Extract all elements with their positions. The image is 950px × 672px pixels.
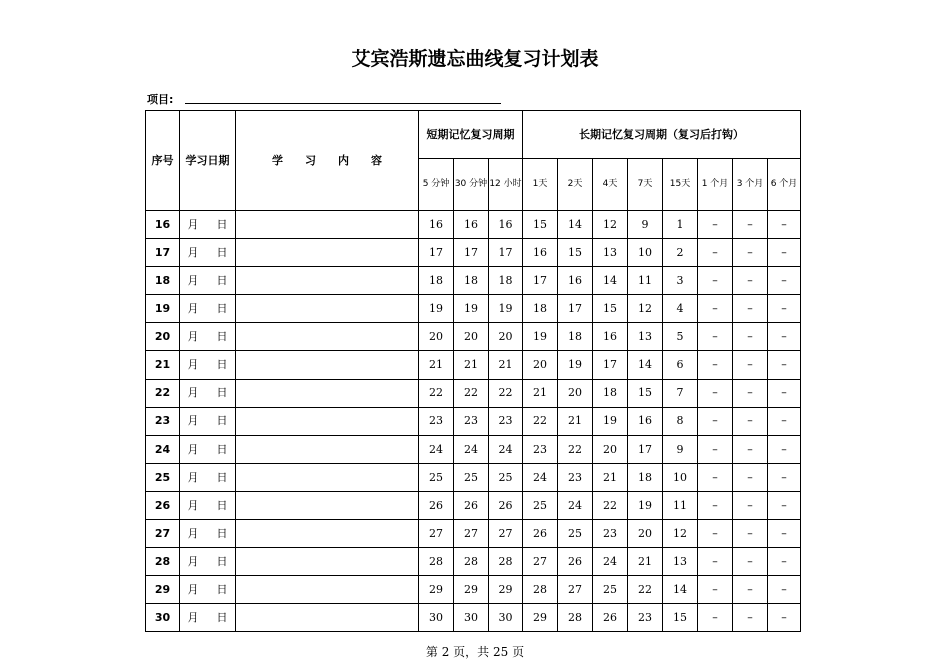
- review-cell-s3[interactable]: 26: [489, 491, 523, 519]
- review-cell-d7[interactable]: 15: [628, 379, 663, 407]
- review-cell-d2[interactable]: 23: [558, 463, 593, 491]
- review-cell-d4[interactable]: 19: [593, 407, 628, 435]
- review-cell-d2[interactable]: 20: [558, 379, 593, 407]
- review-cell-d15[interactable]: 11: [663, 491, 698, 519]
- review-cell-d4[interactable]: 26: [593, 604, 628, 632]
- review-cell-d4[interactable]: 23: [593, 520, 628, 548]
- table-row: [146, 351, 801, 379]
- review-cell-d2[interactable]: 25: [558, 520, 593, 548]
- review-cell-m3[interactable]: –: [733, 379, 768, 407]
- row-seq: 24: [146, 435, 180, 463]
- review-cell-m1[interactable]: –: [698, 379, 733, 407]
- review-cell-d2[interactable]: 18: [558, 323, 593, 351]
- date-day-label: 日: [216, 470, 228, 484]
- review-cell-s2[interactable]: 24: [454, 435, 489, 463]
- row-content-cell[interactable]: [236, 576, 419, 604]
- review-cell-m3[interactable]: –: [733, 267, 768, 295]
- header-long-col: 1 个月: [698, 159, 733, 211]
- row-seq: 27: [146, 520, 180, 548]
- review-cell-d7[interactable]: 22: [628, 576, 663, 604]
- table-row: [146, 576, 801, 604]
- review-cell-d1[interactable]: 25: [523, 491, 558, 519]
- review-cell-s1[interactable]: 16: [419, 211, 454, 239]
- date-month-label: 月: [187, 386, 199, 400]
- review-cell-d15[interactable]: 1: [663, 211, 698, 239]
- review-cell-m3[interactable]: –: [733, 211, 768, 239]
- row-content-cell[interactable]: [236, 491, 419, 519]
- review-cell-m6[interactable]: –: [768, 379, 801, 407]
- review-cell-d1[interactable]: 22: [523, 407, 558, 435]
- row-seq: 19: [146, 295, 180, 323]
- table-row: [146, 295, 801, 323]
- review-cell-d1[interactable]: 20: [523, 351, 558, 379]
- review-cell-s2[interactable]: 30: [454, 604, 489, 632]
- date-month-label: 月: [187, 526, 199, 540]
- review-cell-d15[interactable]: 9: [663, 435, 698, 463]
- review-cell-s1[interactable]: 28: [419, 548, 454, 576]
- row-study-date[interactable]: [180, 211, 236, 239]
- date-month-label: 月: [187, 273, 199, 287]
- date-month-label: 月: [187, 245, 199, 259]
- date-month-label: 月: [187, 358, 199, 372]
- table-row: [146, 491, 801, 519]
- row-study-date[interactable]: [180, 604, 236, 632]
- review-cell-d7[interactable]: 9: [628, 211, 663, 239]
- review-cell-s3[interactable]: 17: [489, 239, 523, 267]
- review-cell-s3[interactable]: 22: [489, 379, 523, 407]
- date-month-label: 月: [187, 414, 199, 428]
- review-cell-d2[interactable]: 21: [558, 407, 593, 435]
- review-cell-s2[interactable]: 18: [454, 267, 489, 295]
- review-cell-m1[interactable]: –: [698, 267, 733, 295]
- row-study-date[interactable]: [180, 576, 236, 604]
- date-month-label: 月: [187, 330, 199, 344]
- header-long-col: 7天: [628, 159, 663, 211]
- date-month-label: 月: [187, 554, 199, 568]
- review-cell-m6[interactable]: –: [768, 435, 801, 463]
- review-cell-d7[interactable]: 11: [628, 267, 663, 295]
- row-seq: 16: [146, 211, 180, 239]
- date-day-label: 日: [216, 611, 228, 625]
- review-cell-d2[interactable]: 26: [558, 548, 593, 576]
- review-cell-d15[interactable]: 2: [663, 239, 698, 267]
- review-cell-s2[interactable]: 19: [454, 295, 489, 323]
- row-study-date[interactable]: [180, 323, 236, 351]
- date-day-label: 日: [216, 273, 228, 287]
- row-study-date[interactable]: [180, 463, 236, 491]
- review-cell-s3[interactable]: 16: [489, 211, 523, 239]
- row-seq: 21: [146, 351, 180, 379]
- review-cell-d4[interactable]: 14: [593, 267, 628, 295]
- date-day-label: 日: [216, 414, 228, 428]
- row-content-cell[interactable]: [236, 351, 419, 379]
- date-month-label: 月: [187, 302, 199, 316]
- review-cell-d15[interactable]: 6: [663, 351, 698, 379]
- row-study-date[interactable]: [180, 295, 236, 323]
- review-plan-table: [145, 110, 801, 632]
- date-day-label: 日: [216, 554, 228, 568]
- review-cell-d1[interactable]: 21: [523, 379, 558, 407]
- review-cell-m1[interactable]: –: [698, 604, 733, 632]
- review-cell-m6[interactable]: –: [768, 267, 801, 295]
- review-cell-s2[interactable]: 29: [454, 576, 489, 604]
- page-title: 艾宾浩斯遗忘曲线复习计划表: [351, 48, 599, 70]
- header-long-col: 6 个月: [768, 159, 801, 211]
- review-cell-s1[interactable]: 18: [419, 267, 454, 295]
- review-cell-d4[interactable]: 16: [593, 323, 628, 351]
- review-cell-d4[interactable]: 12: [593, 211, 628, 239]
- row-study-date[interactable]: [180, 351, 236, 379]
- review-cell-s1[interactable]: 30: [419, 604, 454, 632]
- review-cell-m6[interactable]: –: [768, 351, 801, 379]
- review-cell-s1[interactable]: 17: [419, 239, 454, 267]
- row-content-cell[interactable]: [236, 267, 419, 295]
- date-day-label: 日: [216, 582, 228, 596]
- review-cell-d1[interactable]: 23: [523, 435, 558, 463]
- header-study-date: 学习日期: [180, 111, 236, 211]
- review-cell-s2[interactable]: 22: [454, 379, 489, 407]
- review-cell-m6[interactable]: –: [768, 239, 801, 267]
- review-cell-m6[interactable]: –: [768, 407, 801, 435]
- review-cell-s3[interactable]: 18: [489, 267, 523, 295]
- review-cell-d2[interactable]: 15: [558, 239, 593, 267]
- review-cell-s2[interactable]: 16: [454, 211, 489, 239]
- date-day-label: 日: [216, 302, 228, 316]
- review-cell-d7[interactable]: 23: [628, 604, 663, 632]
- review-cell-s1[interactable]: 22: [419, 379, 454, 407]
- review-cell-s3[interactable]: 20: [489, 323, 523, 351]
- review-cell-m1[interactable]: –: [698, 435, 733, 463]
- review-cell-d4[interactable]: 15: [593, 295, 628, 323]
- table-row: [146, 604, 801, 632]
- header-long-term: 长期记忆复习周期（复习后打钩）: [523, 111, 801, 159]
- review-cell-s3[interactable]: 28: [489, 548, 523, 576]
- date-month-label: 月: [187, 470, 199, 484]
- row-study-date[interactable]: [180, 379, 236, 407]
- header-long-col: 4天: [593, 159, 628, 211]
- review-cell-d15[interactable]: 5: [663, 323, 698, 351]
- review-cell-d4[interactable]: 17: [593, 351, 628, 379]
- review-cell-m3[interactable]: –: [733, 435, 768, 463]
- review-cell-m3[interactable]: –: [733, 295, 768, 323]
- row-content-cell[interactable]: [236, 604, 419, 632]
- date-month-label: 月: [187, 582, 199, 596]
- date-day-label: 日: [216, 217, 228, 231]
- review-cell-d7[interactable]: 13: [628, 323, 663, 351]
- review-cell-m3[interactable]: –: [733, 407, 768, 435]
- review-cell-s2[interactable]: 21: [454, 351, 489, 379]
- header-long-col: 3 个月: [733, 159, 768, 211]
- row-study-date[interactable]: [180, 548, 236, 576]
- review-cell-d7[interactable]: 18: [628, 463, 663, 491]
- review-cell-m1[interactable]: –: [698, 211, 733, 239]
- review-cell-d1[interactable]: 28: [523, 576, 558, 604]
- row-study-date[interactable]: [180, 267, 236, 295]
- review-cell-s3[interactable]: 27: [489, 520, 523, 548]
- row-seq: 25: [146, 463, 180, 491]
- review-cell-d4[interactable]: 13: [593, 239, 628, 267]
- review-cell-d4[interactable]: 18: [593, 379, 628, 407]
- review-cell-d2[interactable]: 14: [558, 211, 593, 239]
- row-content-cell[interactable]: [236, 379, 419, 407]
- table-row: [146, 407, 801, 435]
- review-cell-s2[interactable]: 25: [454, 463, 489, 491]
- table-row: [146, 211, 801, 239]
- row-content-cell[interactable]: [236, 407, 419, 435]
- row-seq: 26: [146, 491, 180, 519]
- date-day-label: 日: [216, 526, 228, 540]
- project-label: 项目:: [147, 93, 174, 106]
- review-cell-m1[interactable]: –: [698, 520, 733, 548]
- review-cell-m3[interactable]: –: [733, 463, 768, 491]
- date-month-label: 月: [187, 498, 199, 512]
- review-cell-d1[interactable]: 27: [523, 548, 558, 576]
- review-cell-d4[interactable]: 22: [593, 491, 628, 519]
- row-content-cell[interactable]: [236, 435, 419, 463]
- review-cell-m6[interactable]: –: [768, 463, 801, 491]
- review-cell-d2[interactable]: 27: [558, 576, 593, 604]
- date-day-label: 日: [216, 442, 228, 456]
- review-cell-m1[interactable]: –: [698, 548, 733, 576]
- date-month-label: 月: [187, 442, 199, 456]
- review-cell-d15[interactable]: 4: [663, 295, 698, 323]
- header-short-term: 短期记忆复习周期: [419, 111, 523, 159]
- review-cell-s1[interactable]: 19: [419, 295, 454, 323]
- review-cell-d2[interactable]: 28: [558, 604, 593, 632]
- review-cell-m6[interactable]: –: [768, 548, 801, 576]
- review-cell-s1[interactable]: 25: [419, 463, 454, 491]
- review-cell-s2[interactable]: 23: [454, 407, 489, 435]
- review-cell-d7[interactable]: 16: [628, 407, 663, 435]
- review-cell-m3[interactable]: –: [733, 520, 768, 548]
- review-cell-s2[interactable]: 27: [454, 520, 489, 548]
- row-seq: 17: [146, 239, 180, 267]
- review-cell-d4[interactable]: 21: [593, 463, 628, 491]
- row-seq: 20: [146, 323, 180, 351]
- review-cell-s3[interactable]: 19: [489, 295, 523, 323]
- row-study-date[interactable]: [180, 435, 236, 463]
- review-cell-m1[interactable]: –: [698, 407, 733, 435]
- review-cell-d4[interactable]: 25: [593, 576, 628, 604]
- review-cell-m3[interactable]: –: [733, 576, 768, 604]
- date-month-label: 月: [187, 611, 199, 625]
- review-cell-m1[interactable]: –: [698, 491, 733, 519]
- table-row: [146, 435, 801, 463]
- row-content-cell[interactable]: [236, 520, 419, 548]
- row-seq: 28: [146, 548, 180, 576]
- review-cell-d2[interactable]: 22: [558, 435, 593, 463]
- review-cell-s1[interactable]: 21: [419, 351, 454, 379]
- row-content-cell[interactable]: [236, 548, 419, 576]
- row-content-cell[interactable]: [236, 323, 419, 351]
- review-cell-m1[interactable]: –: [698, 576, 733, 604]
- review-cell-s3[interactable]: 24: [489, 435, 523, 463]
- header-long-col: 15天: [663, 159, 698, 211]
- row-content-cell[interactable]: [236, 211, 419, 239]
- review-cell-s1[interactable]: 24: [419, 435, 454, 463]
- review-cell-m3[interactable]: –: [733, 604, 768, 632]
- table-row: [146, 463, 801, 491]
- row-seq: 23: [146, 407, 180, 435]
- row-seq: 22: [146, 379, 180, 407]
- review-cell-m1[interactable]: –: [698, 463, 733, 491]
- review-cell-s1[interactable]: 23: [419, 407, 454, 435]
- table-row: [146, 239, 801, 267]
- date-day-label: 日: [216, 358, 228, 372]
- review-cell-d1[interactable]: 24: [523, 463, 558, 491]
- review-cell-s1[interactable]: 20: [419, 323, 454, 351]
- review-cell-m6[interactable]: –: [768, 604, 801, 632]
- review-cell-m6[interactable]: –: [768, 323, 801, 351]
- date-day-label: 日: [216, 245, 228, 259]
- review-cell-d1[interactable]: 26: [523, 520, 558, 548]
- row-study-date[interactable]: [180, 520, 236, 548]
- review-cell-s3[interactable]: 21: [489, 351, 523, 379]
- review-cell-d15[interactable]: 8: [663, 407, 698, 435]
- review-cell-s2[interactable]: 17: [454, 239, 489, 267]
- row-content-cell[interactable]: [236, 239, 419, 267]
- review-cell-d1[interactable]: 17: [523, 267, 558, 295]
- review-cell-m6[interactable]: –: [768, 576, 801, 604]
- review-cell-m3[interactable]: –: [733, 239, 768, 267]
- review-cell-s2[interactable]: 20: [454, 323, 489, 351]
- review-cell-d4[interactable]: 20: [593, 435, 628, 463]
- review-cell-s1[interactable]: 26: [419, 491, 454, 519]
- review-cell-m6[interactable]: –: [768, 211, 801, 239]
- review-cell-d7[interactable]: 19: [628, 491, 663, 519]
- review-cell-m1[interactable]: –: [698, 351, 733, 379]
- review-cell-d15[interactable]: 7: [663, 379, 698, 407]
- date-day-label: 日: [216, 330, 228, 344]
- review-cell-m3[interactable]: –: [733, 548, 768, 576]
- header-short-col: 5 分钟: [419, 159, 454, 211]
- review-cell-s2[interactable]: 28: [454, 548, 489, 576]
- review-cell-m1[interactable]: –: [698, 295, 733, 323]
- row-study-date[interactable]: [180, 407, 236, 435]
- review-cell-d7[interactable]: 21: [628, 548, 663, 576]
- review-cell-m3[interactable]: –: [733, 491, 768, 519]
- review-cell-d7[interactable]: 14: [628, 351, 663, 379]
- table-row: [146, 323, 801, 351]
- review-cell-s3[interactable]: 30: [489, 604, 523, 632]
- review-cell-d15[interactable]: 13: [663, 548, 698, 576]
- review-cell-d1[interactable]: 29: [523, 604, 558, 632]
- review-cell-m6[interactable]: –: [768, 491, 801, 519]
- review-cell-d2[interactable]: 17: [558, 295, 593, 323]
- review-cell-m6[interactable]: –: [768, 295, 801, 323]
- review-cell-d1[interactable]: 18: [523, 295, 558, 323]
- header-long-col: 2天: [558, 159, 593, 211]
- review-cell-d7[interactable]: 12: [628, 295, 663, 323]
- table-row: [146, 379, 801, 407]
- review-cell-d1[interactable]: 19: [523, 323, 558, 351]
- review-cell-d2[interactable]: 19: [558, 351, 593, 379]
- table-row: [146, 548, 801, 576]
- review-cell-d15[interactable]: 12: [663, 520, 698, 548]
- review-cell-s1[interactable]: 29: [419, 576, 454, 604]
- review-cell-m6[interactable]: –: [768, 520, 801, 548]
- date-day-label: 日: [216, 386, 228, 400]
- review-cell-d1[interactable]: 15: [523, 211, 558, 239]
- review-cell-d1[interactable]: 16: [523, 239, 558, 267]
- header-content: 学 习 内 容: [236, 111, 419, 211]
- review-cell-s1[interactable]: 27: [419, 520, 454, 548]
- review-cell-d2[interactable]: 24: [558, 491, 593, 519]
- review-cell-m1[interactable]: –: [698, 323, 733, 351]
- review-cell-m3[interactable]: –: [733, 351, 768, 379]
- page-footer: 第 2 页，共 25 页: [425, 645, 525, 659]
- table-row: [146, 520, 801, 548]
- row-seq: 30: [146, 604, 180, 632]
- header-short-col: 12 小时: [489, 159, 523, 211]
- date-month-label: 月: [187, 217, 199, 231]
- row-seq: 29: [146, 576, 180, 604]
- review-cell-d15[interactable]: 15: [663, 604, 698, 632]
- row-content-cell[interactable]: [236, 463, 419, 491]
- review-cell-d7[interactable]: 17: [628, 435, 663, 463]
- review-cell-s2[interactable]: 26: [454, 491, 489, 519]
- review-cell-d4[interactable]: 24: [593, 548, 628, 576]
- review-cell-d7[interactable]: 10: [628, 239, 663, 267]
- review-cell-d15[interactable]: 3: [663, 267, 698, 295]
- table-row: [146, 267, 801, 295]
- review-cell-d15[interactable]: 10: [663, 463, 698, 491]
- review-cell-m1[interactable]: –: [698, 239, 733, 267]
- review-cell-s3[interactable]: 23: [489, 407, 523, 435]
- row-seq: 18: [146, 267, 180, 295]
- header-seq: 序号: [146, 111, 180, 211]
- review-cell-s3[interactable]: 29: [489, 576, 523, 604]
- date-day-label: 日: [216, 498, 228, 512]
- row-content-cell[interactable]: [236, 295, 419, 323]
- review-cell-d15[interactable]: 14: [663, 576, 698, 604]
- review-cell-m3[interactable]: –: [733, 323, 768, 351]
- review-cell-d7[interactable]: 20: [628, 520, 663, 548]
- row-study-date[interactable]: [180, 239, 236, 267]
- review-cell-d2[interactable]: 16: [558, 267, 593, 295]
- project-input-line[interactable]: [185, 103, 501, 104]
- review-cell-s3[interactable]: 25: [489, 463, 523, 491]
- header-short-col: 30 分钟: [454, 159, 489, 211]
- header-long-col: 1天: [523, 159, 558, 211]
- row-study-date[interactable]: [180, 491, 236, 519]
